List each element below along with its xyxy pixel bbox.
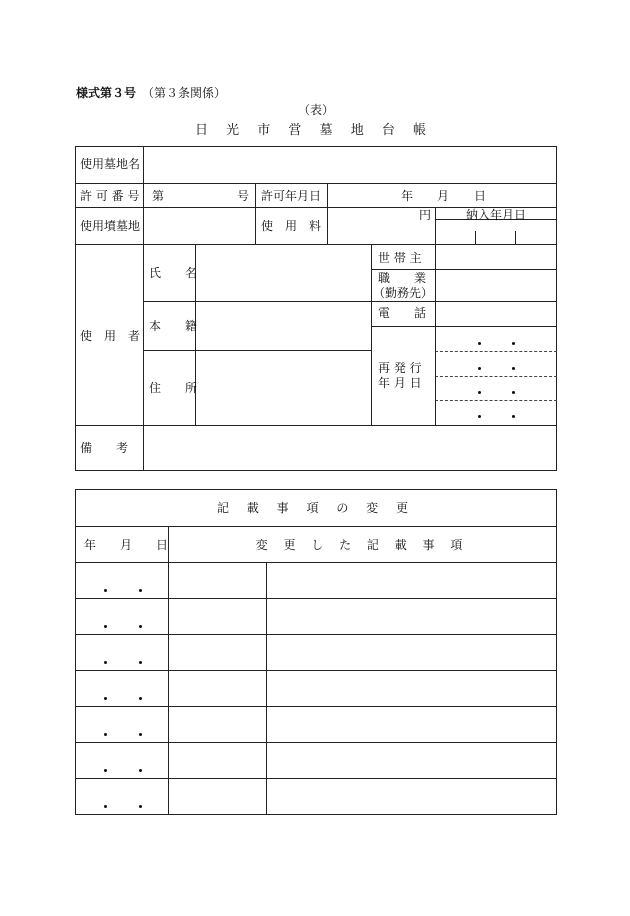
remarks-field[interactable] xyxy=(148,429,553,467)
fee-label: 使 用 料 xyxy=(261,219,322,233)
permit-date-day: 日 xyxy=(474,189,487,203)
address-label: 住 所 xyxy=(149,381,198,395)
grave-name-field[interactable] xyxy=(148,150,553,180)
payment-date-label: 納入年月日 xyxy=(466,208,527,222)
form-number: 様式第３号 xyxy=(76,86,137,100)
form-side: （表） xyxy=(297,103,335,117)
remarks-label: 備 考 xyxy=(80,441,129,455)
name-label: 氏 名 xyxy=(149,266,198,280)
permit-date-year: 年 xyxy=(401,189,414,203)
changes-date-header: 年 月 日 xyxy=(84,538,169,552)
domicile-label: 本 籍 xyxy=(149,319,198,333)
permit-date-month: 月 xyxy=(437,189,450,203)
changes-title: 記 載 事 項 の 変 更 xyxy=(217,501,415,515)
permit-number-suffix: 号 xyxy=(237,189,250,203)
page-title: 日 光 市 営 墓 地 台 帳 xyxy=(195,123,433,138)
phone-label: 電 話 xyxy=(378,306,427,320)
reissue-label-2: 年 月 日 xyxy=(378,376,422,390)
grave-name-label: 使用墓地名 xyxy=(80,157,141,171)
plot-label: 使用墳墓地 xyxy=(80,219,141,233)
permit-date-label: 許可年月日 xyxy=(261,189,322,203)
occupation-label: 職 業 xyxy=(378,271,427,285)
permit-number-prefix: 第 xyxy=(152,189,165,203)
changes-content-header: 変 更 し た 記 載 事 項 xyxy=(255,538,469,552)
permit-number-label: 許 可 番 号 xyxy=(80,189,140,203)
form-reference: （第３条関係） xyxy=(142,86,227,100)
reissue-label-1: 再 発 行 xyxy=(378,361,422,375)
employer-label: （勤務先） xyxy=(373,286,434,300)
user-label: 使 用 者 xyxy=(80,329,141,343)
householder-label: 世 帯 主 xyxy=(378,251,422,265)
yen-unit: 円 xyxy=(419,208,432,222)
